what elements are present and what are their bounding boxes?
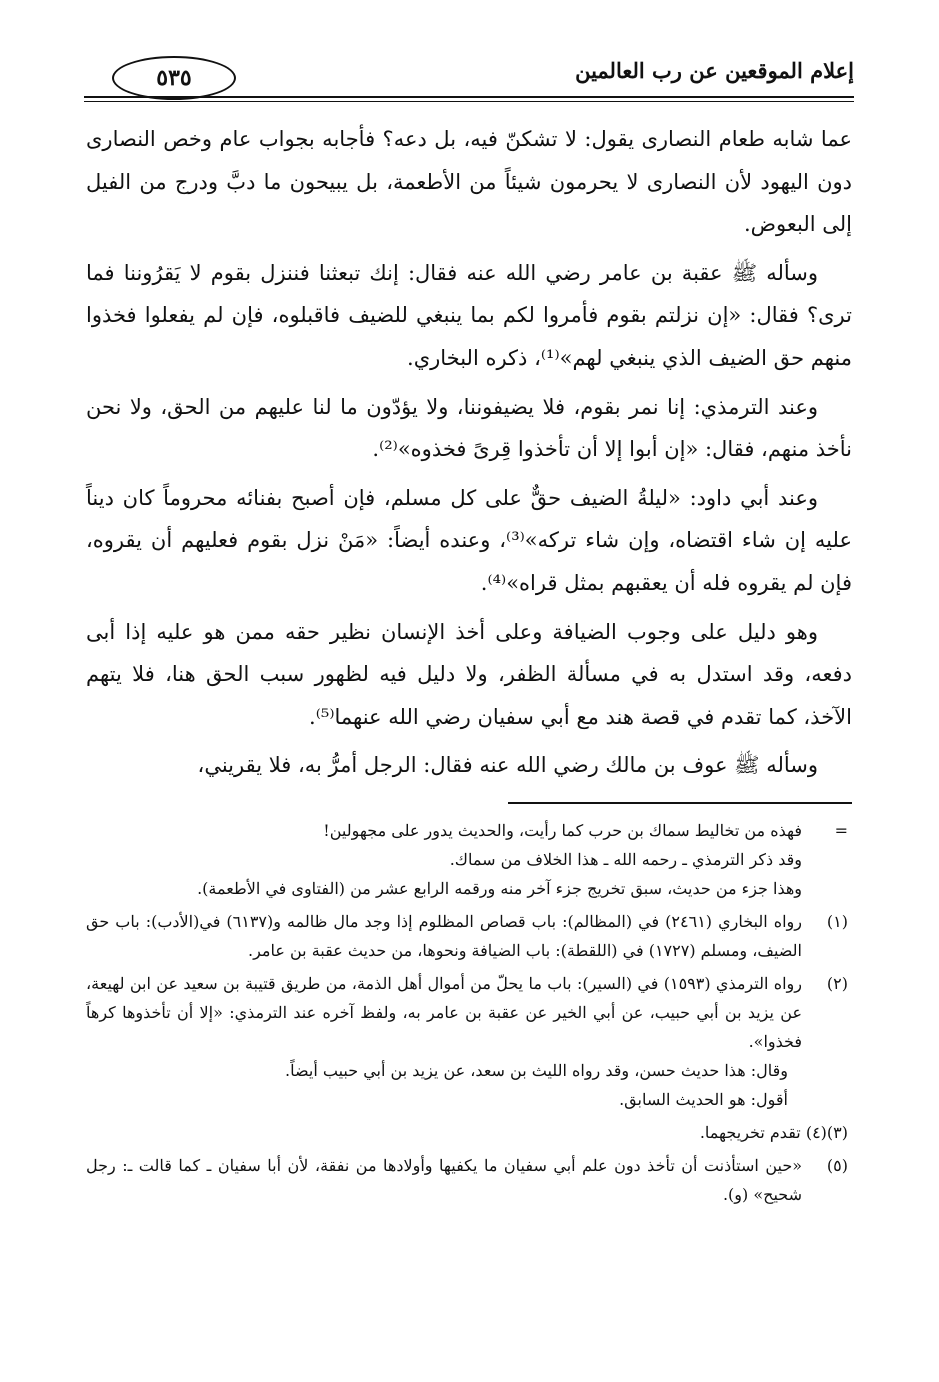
paragraph: وسأله ﷺ عقبة بن عامر رضي الله عنه فقال: إنك تبعثنا فننزل بقوم لا يَقرُوننا فما ترى؟ فقال: «إن نزلتم بقوم فأمروا لكم بما ينبغي للضيف فاقبلوه، فإن لم يفعلوا فخذوا منهم حق الضيف الذي ينبغي لهم»⁽¹⁾، ذكره البخاري. (86, 260, 852, 370)
footnote-1 (86, 907, 852, 965)
footnote-2 (86, 969, 852, 1114)
paragraph: وهو دليل على وجوب الضيافة وعلى أخذ الإنسان نظير حقه ممن هو عليه إذا أبى دفعه، وقد استدل به في مسألة الظفر، ولا دليل فيه لظهور سبب الحق هنا، فلا يتهم الآخذ، كما تقدم في قصة هند مع أبي سفيان رضي الله عنهما⁽⁵⁾. (86, 619, 852, 729)
footnote-marker: (٢) (826, 974, 848, 993)
page-number: ٥٣٥ (112, 56, 236, 100)
footnote-marker: (١) (826, 912, 848, 931)
paragraph: عما شابه طعام النصارى يقول: لا تشكنّ فيه، بل دعه؟ فأجابه بجواب عام وخص النصارى دون اليهود لأن النصارى لا يحرمون شيئاً من الأطعمة، بل يبيحون ما دبَّ ودرج من الفيل إلى البعوض. (86, 127, 852, 237)
header-rule-thin (84, 101, 854, 102)
main-text (86, 118, 852, 793)
footnote-marker: (٥) (826, 1156, 848, 1175)
paragraph: وسأله ﷺ عوف بن مالك رضي الله عنه فقال: الرجل أمرُّ به، فلا يقريني، (197, 753, 818, 778)
paragraph: وعند أبي داود: «ليلةُ الضيف حقٌّ على كل مسلم، فإن أصبح بفنائه محروماً كان ديناً عليه إن شاء اقتضاه، وإن شاء تركه»⁽³⁾، وعنده أيضاً: «مَنْ نزل بقوم فعليهم أن يقروه، فإن لم يقروه فله أن يعقبهم بمثل قراه»⁽⁴⁾. (86, 485, 852, 595)
footnote-line: وقال: هذا حديث حسن، وقد رواه الليث بن سعد، عن يزيد بن أبي حبيب أيضاً. (285, 1061, 788, 1080)
footnote-text: رواه البخاري (٢٤٦١) في (المظالم): باب قصاص المظلوم إذا وجد مال ظالمه و(٦١٣٧) في(الأدب): باب حق الضيف، ومسلم (١٧٢٧) في (اللقطة): باب الضيافة ونحوها، من حديث عقبة بن عامر. (86, 912, 803, 960)
running-title: إعلام الموقعين عن رب العالمين (575, 58, 854, 83)
footnote-marker: = (834, 821, 848, 840)
header-rule (84, 96, 854, 98)
paragraph: وعند الترمذي: إنا نمر بقوم، فلا يضيفوننا، ولا يؤدّون ما لنا عليهم من الحق، ولا نحن نأخذ منهم، فقال: «إن أبوا إلا أن تأخذوا قِرىً فخذوه»⁽²⁾. (86, 394, 852, 462)
footnote-line: فهذه من تخاليط سماك بن حرب كما رأيت، والحديث يدور على مجهولين! (323, 821, 802, 840)
page-header (84, 56, 854, 102)
footnote-3-4: (٣)(٤) تقدم تخريجهما. (699, 1123, 848, 1142)
footnote-line: وهذا جزء من حديث، سبق تخريج جزء آخر منه ورقمه الرابع عشر من (الفتاوى في الأطعمة). (197, 879, 802, 898)
footnote-text: رواه الترمذي (١٥٩٣) في (السير): باب ما يحلّ من أموال أهل الذمة، من طريق قتيبة بن سعيد عن ابن لهيعة، عن يزيد بن أبي حبيب، عن أبي الخير عن عقبة بن عامر به، ولفظ آخره عند الترمذي: «إلا أن تأخذوها كرهاً فخذوا». (86, 974, 802, 1051)
footnote-line: وقد ذكر الترمذي ـ رحمه الله ـ هذا الخلاف من سماك. (449, 850, 802, 869)
footnote-continuation (86, 816, 852, 903)
footnote-text: «حين استأذنت أن تأخذ دون علم أبي سفيان ما يكفيها وأولادها من نفقة، لأن أبا سفيان ـ كما قالت ـ: رجل شحيح» (و). (86, 1156, 802, 1204)
footnote-separator (508, 802, 852, 804)
footnote-line: أقول: هو الحديث السابق. (619, 1090, 788, 1109)
footnote-5 (86, 1151, 852, 1209)
footnotes (86, 816, 852, 1213)
